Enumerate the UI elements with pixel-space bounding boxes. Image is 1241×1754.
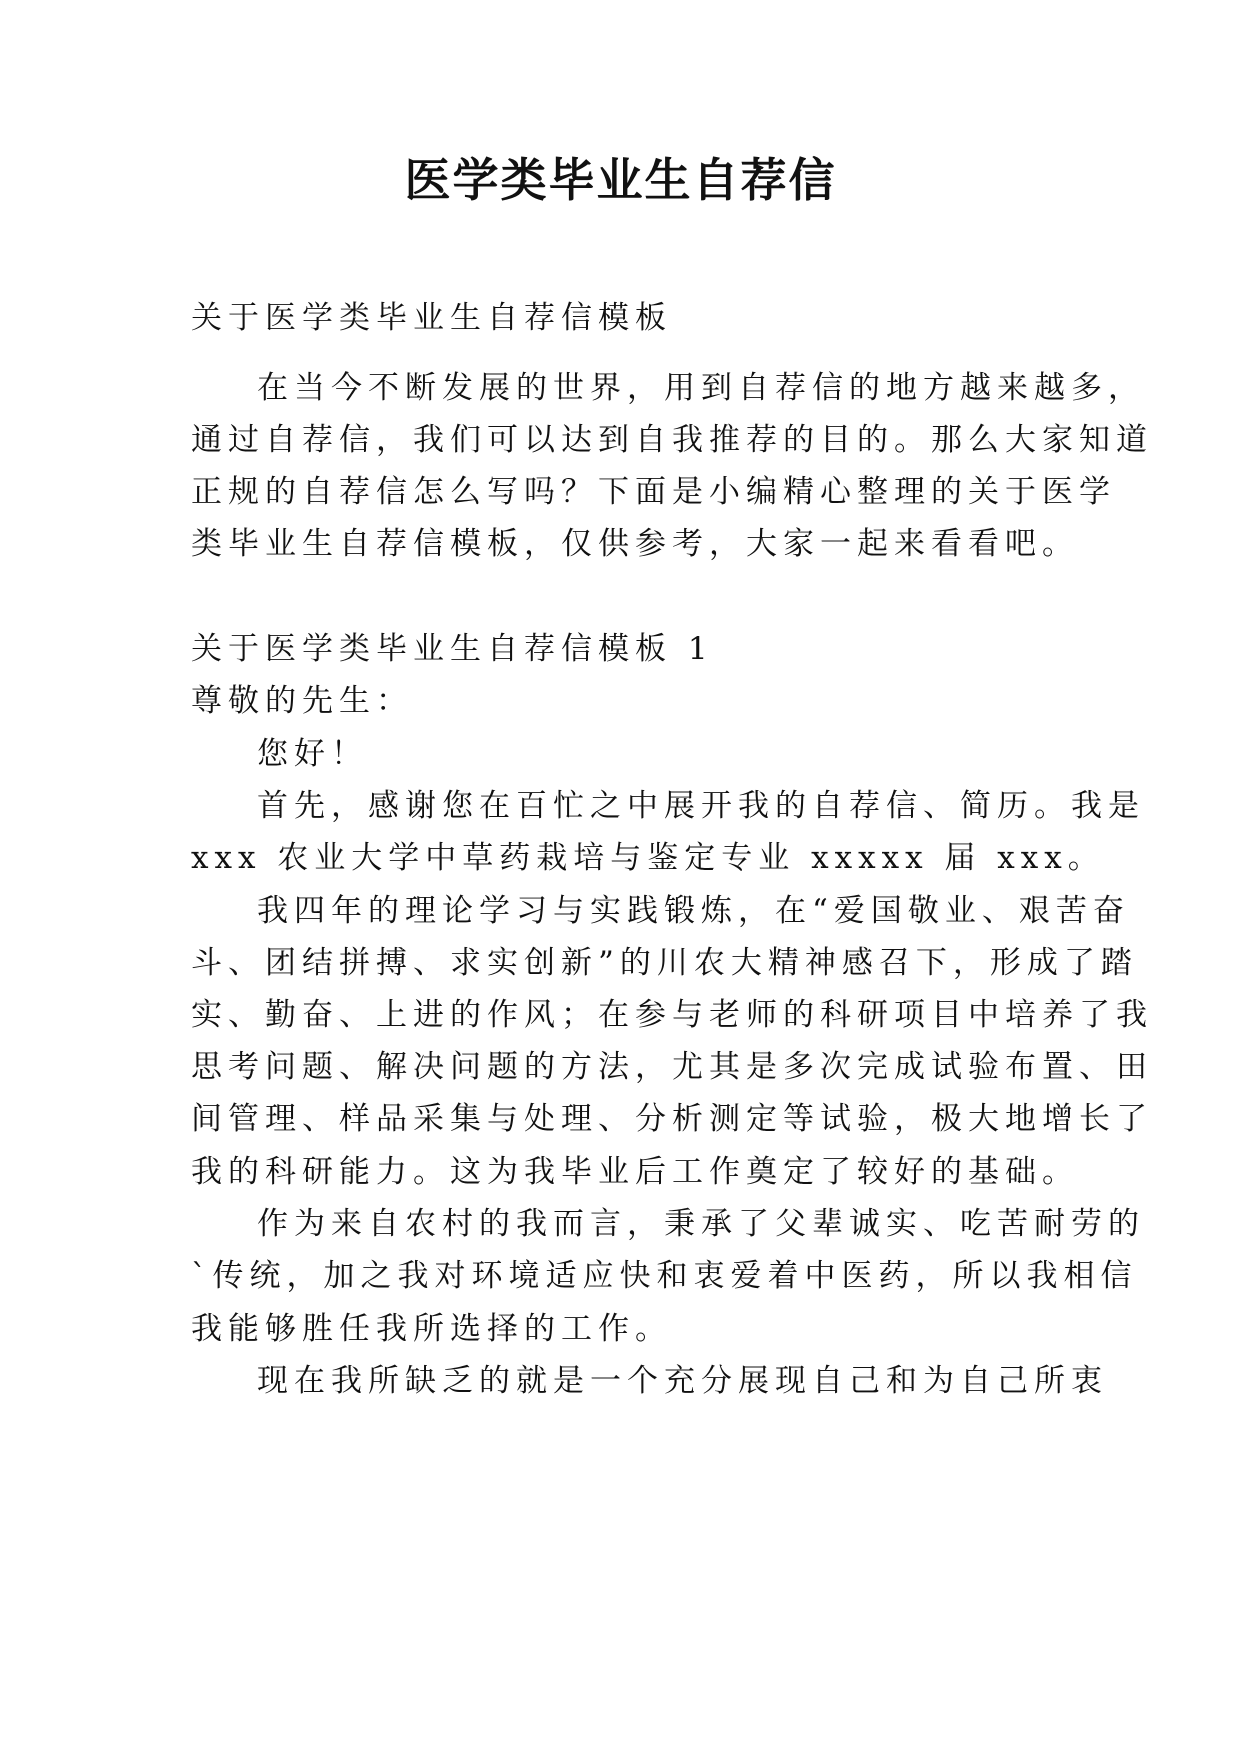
paragraph-line: 我的科研能力。这为我毕业后工作奠定了较好的基础。 (191, 1154, 1079, 1190)
intro-line: 正规的自荐信怎么写吗？下面是小编精心整理的关于医学 (191, 474, 1116, 510)
section-heading: 关于医学类毕业生自荐信模板 1 (191, 631, 714, 667)
paragraph-line: 现在我所缺乏的就是一个充分展现自己和为自己所衷 (257, 1363, 1108, 1399)
paragraph-line: 间管理、样品采集与处理、分析测定等试验，极大地增长了 (191, 1101, 1153, 1137)
intro-line: 类毕业生自荐信模板，仅供参考，大家一起来看看吧。 (191, 526, 1079, 562)
paragraph-line: 作为来自农村的我而言，秉承了父辈诚实、吃苦耐劳的 (257, 1206, 1145, 1242)
document-title: 医学类毕业生自荐信 (404, 153, 837, 207)
salutation: 尊敬的先生： (191, 683, 413, 719)
greeting: 您好！ (257, 736, 368, 772)
paragraph-line: 首先，感谢您在百忙之中展开我的自荐信、简历。我是 (257, 788, 1145, 824)
paragraph-line: 我能够胜任我所选择的工作。 (191, 1311, 672, 1347)
paragraph-line: `传统，加之我对环境适应快和衷爱着中医药，所以我相信 (191, 1258, 1138, 1294)
intro-line: 在当今不断发展的世界，用到自荐信的地方越来越多， (257, 370, 1145, 406)
paragraph-line: 实、勤奋、上进的作风；在参与老师的科研项目中培养了我 (191, 997, 1153, 1033)
intro-line: 通过自荐信，我们可以达到自我推荐的目的。那么大家知道 (191, 422, 1153, 458)
paragraph-line: xxx 农业大学中草药栽培与鉴定专业 xxxxx 届 xxx。 (191, 840, 1105, 876)
paragraph-line: 思考问题、解决问题的方法，尤其是多次完成试验布置、田 (191, 1049, 1153, 1085)
paragraph-line: 我四年的理论学习与实践锻炼，在“爱国敬业、艰苦奋 (257, 893, 1130, 929)
paragraph-line: 斗、团结拼搏、求实创新”的川农大精神感召下，形成了踏 (191, 945, 1138, 981)
subtitle: 关于医学类毕业生自荐信模板 (191, 300, 672, 336)
